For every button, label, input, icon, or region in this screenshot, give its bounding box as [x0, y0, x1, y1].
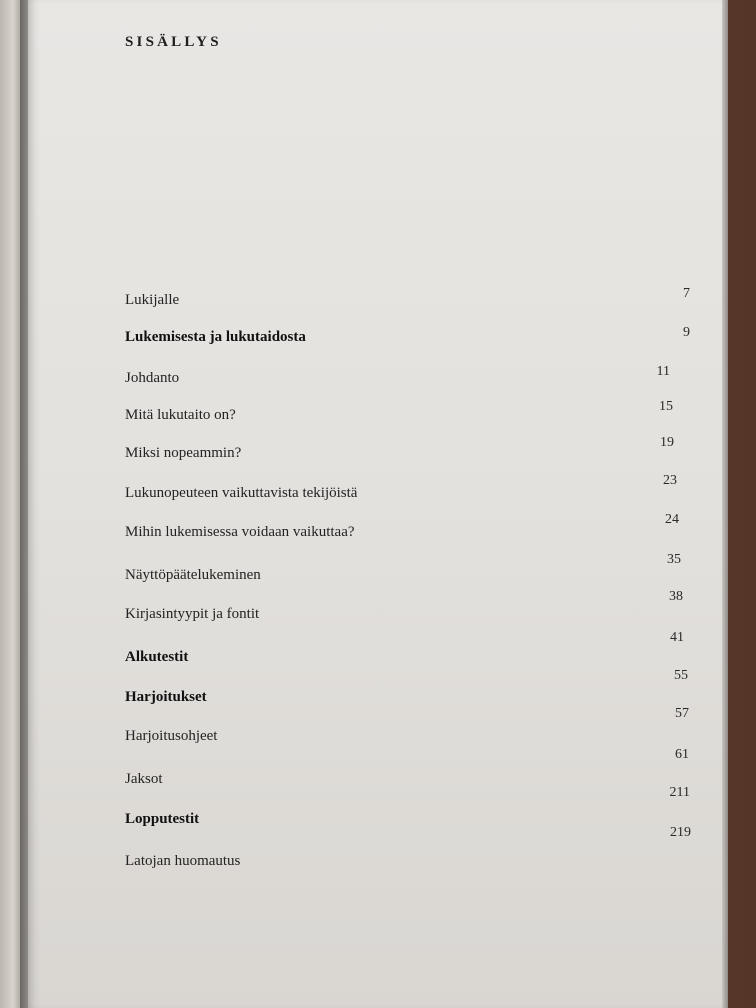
toc-entry — [125, 825, 691, 870]
toc-entry — [125, 706, 690, 745]
toc-entry — [125, 630, 690, 666]
toc-entry-page: 38 — [669, 589, 683, 604]
toc-entry-title: Miksi nopeammin? — [125, 445, 242, 461]
toc-entry — [125, 365, 690, 387]
toc-entry-page: 7 — [683, 286, 690, 301]
toc-entry — [125, 435, 690, 462]
toc-entry-title: Alkutestit — [125, 649, 189, 665]
toc-entry — [125, 287, 690, 309]
toc-entry-title: Lukijalle — [125, 292, 180, 308]
toc-entry-page: 219 — [670, 825, 691, 840]
toc-entry-title: Lukemisesta ja lukutaidosta — [125, 329, 306, 345]
toc-entry-title: Jaksot — [125, 771, 163, 787]
toc-entry-page: 19 — [660, 435, 674, 450]
toc-entry-title: Lopputestit — [125, 811, 200, 827]
toc-entry-page: 15 — [659, 399, 673, 414]
toc-entry — [125, 399, 690, 424]
page-title: SISÄLLYS — [125, 34, 222, 50]
toc-entry-page: 61 — [675, 747, 689, 762]
toc-entry-title: Näyttöpäätelukeminen — [125, 567, 261, 583]
toc-entry-title: Harjoitukset — [125, 689, 207, 705]
toc-entry-title: Lukunopeuteen vaikuttavista tekijöistä — [125, 485, 358, 501]
toc-entry-page: 35 — [667, 552, 681, 567]
toc-entry-title: Johdanto — [125, 370, 180, 386]
toc-entry-title: Mihin lukemisessa voidaan vaikuttaa? — [125, 524, 355, 540]
toc-entry-page: 9 — [683, 325, 690, 340]
toc-entry — [125, 589, 690, 623]
toc-entry-page: 55 — [674, 668, 688, 683]
toc-entry-page: 57 — [675, 706, 689, 721]
toc-entry-page: 11 — [656, 364, 670, 379]
toc-entry-page: 24 — [665, 512, 679, 527]
toc-entry-title: Mitä lukutaito on? — [125, 407, 236, 423]
toc-entry-page: 41 — [670, 630, 684, 645]
toc-entry-title: Kirjasintyypit ja fontit — [125, 606, 260, 622]
toc-entry — [125, 785, 690, 828]
toc-entry-page: 211 — [669, 785, 690, 800]
page-right-edge — [722, 0, 728, 1008]
toc-entry — [125, 668, 690, 706]
toc-entry — [125, 473, 690, 502]
toc-entry — [125, 552, 690, 584]
toc-entry-title: Harjoitusohjeet — [125, 728, 218, 744]
toc-entry — [125, 747, 690, 788]
toc-entry-page: 23 — [663, 473, 677, 488]
toc-entry — [125, 324, 690, 346]
toc-entry — [125, 512, 690, 541]
toc-entry-title: Latojan huomautus — [125, 853, 241, 869]
